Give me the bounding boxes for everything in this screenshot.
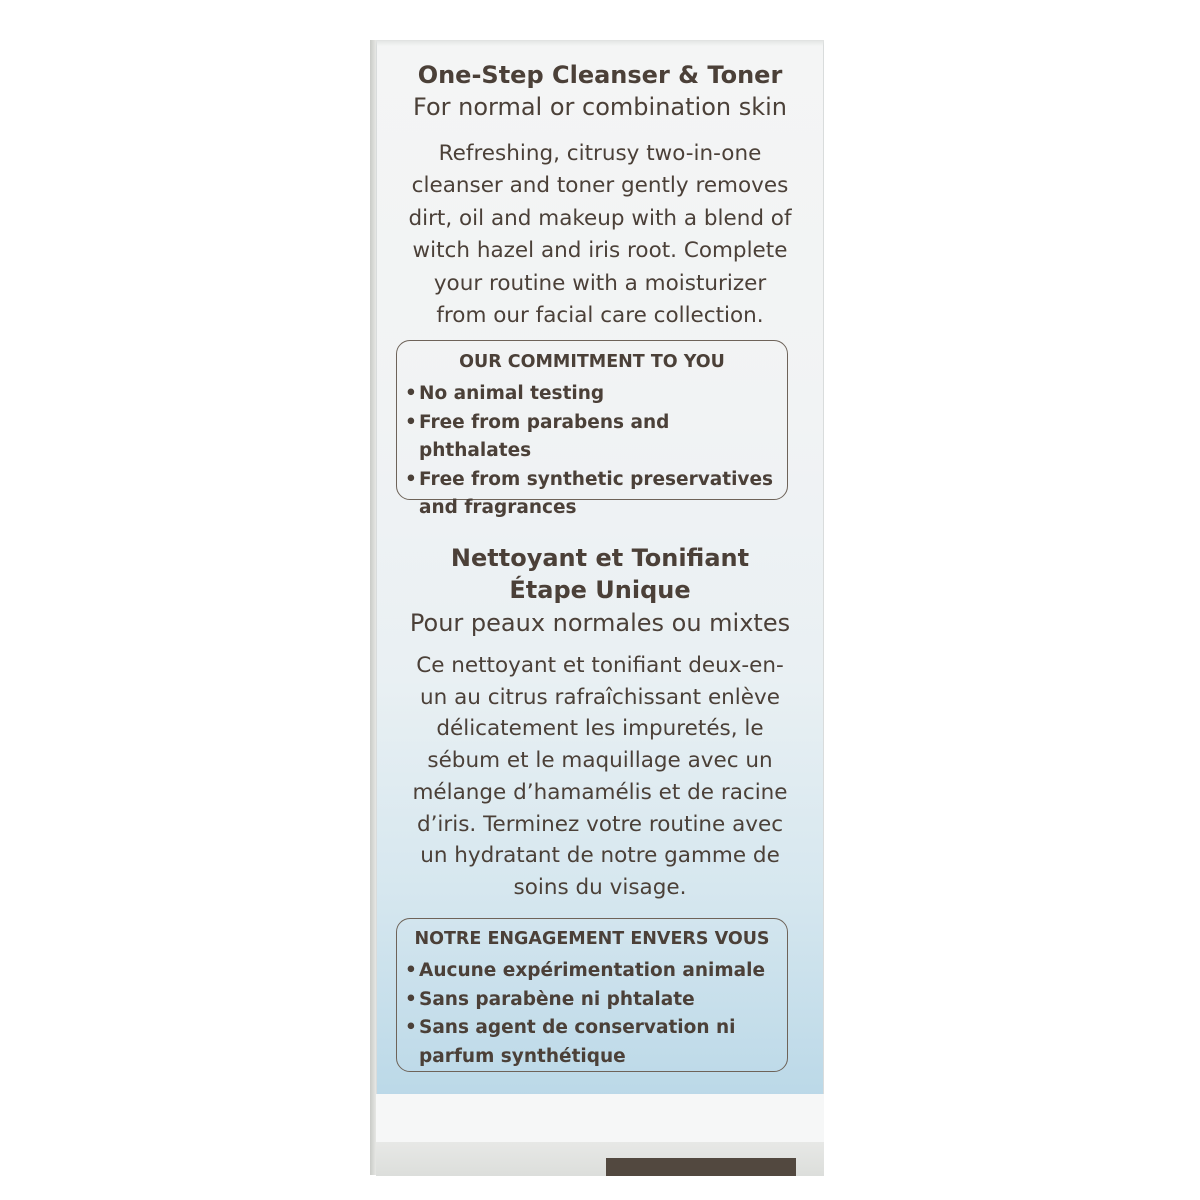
list-item: • No animal testing	[403, 380, 787, 409]
english-title: One-Step Cleanser & Toner	[417, 61, 783, 89]
french-title	[376, 542, 824, 606]
french-description: Ce nettoyant et tonifiant deux-en-un au citrus rafraîchissant enlève délicatement les impuretés, le sébum et le maquillage avec un mélange d’hamamélis et de racine d’iris. Terminez votre routine avec un hydratant de notre gamme de soins du visage.	[412, 653, 788, 900]
english-commitment-box	[396, 340, 788, 519]
list-item: • Aucune expérimentation animale	[403, 957, 787, 986]
list-item: • Free from parabens and phthalates	[403, 409, 787, 466]
english-commitment-title: OUR COMMITMENT TO YOU	[459, 352, 725, 372]
french-commitment-list	[397, 957, 787, 1071]
english-commitment-list	[397, 380, 787, 523]
list-item: • Sans parabène ni phtalate	[403, 986, 787, 1015]
english-description: Refreshing, citrusy two-in-one cleanser and toner gently removes dirt, oil and makeup with a blend of witch hazel and iris root. Complete your routine with a moisturizer from our facial care collection.	[408, 141, 792, 329]
carton-top-shadow	[376, 40, 824, 46]
carton-flap-strip	[606, 1158, 796, 1176]
english-subtitle: For normal or combination skin	[413, 93, 787, 121]
french-title-line-2: Étape Unique	[509, 576, 691, 604]
french-commitment-title: NOTRE ENGAGEMENT ENVERS VOUS	[414, 929, 770, 949]
list-item: • Sans agent de conservation ni parfum synthétique	[403, 1014, 787, 1071]
french-subtitle: Pour peaux normales ou mixtes	[409, 609, 791, 637]
french-title-line-1: Nettoyant et Tonifiant	[450, 544, 750, 572]
list-item: • Free from synthetic preservatives and fragrances	[403, 466, 787, 523]
french-commitment-box	[396, 918, 788, 1072]
carton-bottom-band	[376, 1094, 824, 1142]
